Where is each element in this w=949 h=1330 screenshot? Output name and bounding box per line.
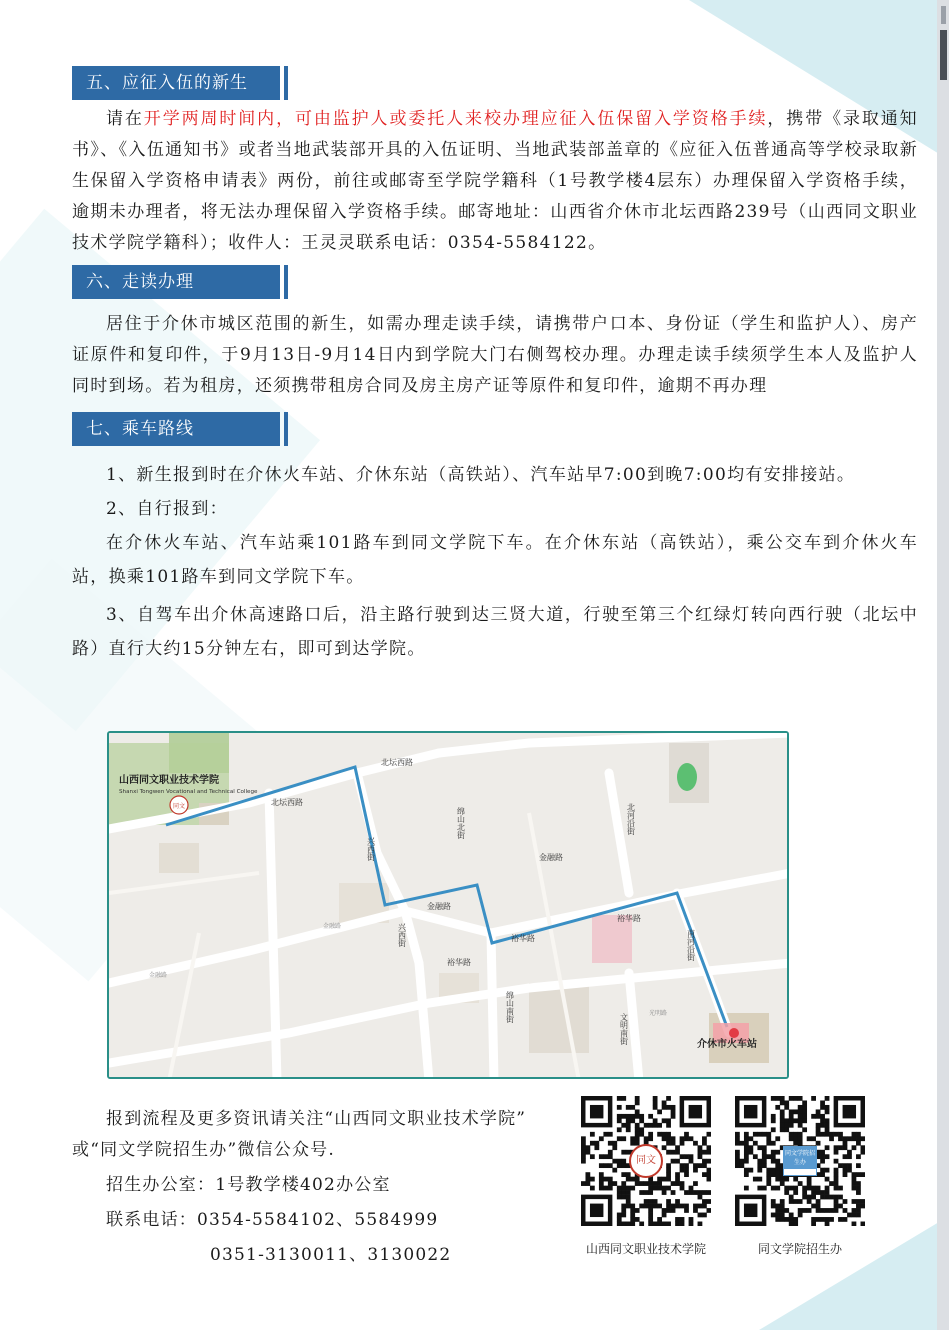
- road-label-mianshan-north: 绵山北街: [456, 807, 466, 839]
- transport-item-2: 2、自行报到：: [106, 499, 228, 519]
- transport-item-3: 3、自驾车出介休高速路口后，沿主路行驶到达三贤大道，行驶至第三个红绿灯转向西行驶（北坛中路）直行大约15分钟左右，即可到达学院。: [72, 605, 918, 659]
- background-shape-bottom-right: [759, 1210, 949, 1330]
- road-label-jinrong-1: 金融路: [539, 853, 563, 862]
- qr-college-logo: 同文: [629, 1144, 663, 1178]
- section-heading-text: 六、走读办理: [86, 272, 194, 292]
- route-map: [107, 731, 789, 1079]
- road-label-yuhua-1: 裕华路: [511, 934, 535, 943]
- road-label-yuhua-2: 裕华路: [617, 914, 641, 923]
- scrollbar[interactable]: [937, 0, 949, 1330]
- contact-phone-1: 联系电话：0354-5584102、5584999: [106, 1210, 439, 1230]
- section-heading-text: 七、乘车路线: [86, 419, 194, 439]
- section-heading-commute: [72, 265, 280, 299]
- section-heading-transport: [72, 412, 280, 446]
- transport-item-2-detail: 在介休火车站、汽车站乘101路车到同文学院下车。在介休东站（高铁站），乘公交车到介休火车站，换乘101路车到同文学院下车。: [72, 533, 918, 587]
- road-label-beitan-west-2: 北坛西路: [271, 798, 303, 807]
- enlistment-text-post: ，携带《录取通知书》、《入伍通知书》或者当地武装部开具的入伍证明、当地武装部盖章的《应征入伍普通高等学校录取新生保留入学资格申请表》两份，前往或邮寄至学院学籍科（1号教学楼4层东）办理保留入学资格手续，逾期未办理者，将无法办理保留入学资格手续。邮寄地址：山西省介休市北坛西路239号（山西同文职业技术学院学籍科）；收件人：王灵灵联系电话：0354-5584122。: [72, 109, 918, 253]
- document-body: [72, 66, 918, 666]
- road-label-guangming: 光明路: [649, 1010, 668, 1017]
- map-college-label-en: Shanxi Tongwen Vocational and Technical College: [119, 789, 258, 795]
- enlistment-text-highlight: 开学两周时间内，可由监护人或委托人来校办理应征入伍保留入学资格手续: [143, 109, 768, 129]
- enlistment-paragraph: [72, 104, 918, 259]
- road-label-beitan-west-1: 北坛西路: [381, 758, 413, 767]
- section-heading-enlistment: [72, 66, 280, 100]
- road-label-jinrong-4: 金融路: [149, 972, 168, 979]
- road-label-jinrong-2: 金融路: [427, 902, 451, 911]
- contact-block: [72, 1104, 592, 1271]
- road-label-xingxi-2: 兴西街: [397, 923, 407, 947]
- heading-accent-bar: [284, 265, 288, 299]
- contact-phone-2: 0351-3130011、3130022: [210, 1245, 452, 1265]
- map-college-label-cn: 山西同文职业技术学院: [119, 775, 219, 786]
- qr-admissions-logo-text: 同文学院招生办: [784, 1147, 816, 1169]
- route-map-svg: [109, 733, 789, 1079]
- contact-follow-line-1: 报到流程及更多资讯请关注“山西同文职业技术学院”: [106, 1109, 527, 1129]
- transport-item-1: 1、新生报到时在介休火车站、介休东站（高铁站）、汽车站早7:00到晚7:00均有安排接站。: [106, 465, 856, 485]
- qr-code-admissions[interactable]: [735, 1096, 865, 1226]
- road-label-beiheyan: 北河沿街: [626, 803, 636, 835]
- qr-admissions-logo: [783, 1146, 817, 1176]
- map-college-seal: 同文: [172, 803, 186, 810]
- section-heading-text: 五、应征入伍的新生: [86, 73, 248, 93]
- qr-admissions-label: 同文学院招生办: [757, 1242, 842, 1256]
- qr-college-label: 山西同文职业技术学院: [585, 1242, 706, 1256]
- heading-accent-bar: [284, 66, 288, 100]
- road-label-jinrong-3: 金融路: [323, 923, 342, 930]
- road-label-yuhua-3: 裕华路: [447, 958, 471, 967]
- road-label-wenming: 文明南街: [619, 1013, 629, 1045]
- road-label-nanheyan: 南河沿街: [686, 929, 696, 961]
- enlistment-text-pre: 请在: [106, 109, 144, 129]
- map-station-label: 介休市火车站: [697, 1039, 757, 1050]
- road-label-mianshan-south: 绵山南街: [505, 991, 515, 1023]
- qr-code-college[interactable]: [581, 1096, 711, 1226]
- commute-paragraph: 居住于介休市城区范围的新生，如需办理走读手续，请携带户口本、身份证（学生和监护人）、房产证原件和复印件，于9月13日-9月14日内到学院大门右侧驾校办理。办理走读手续须学生本人及监护人同时到场。若为租房，还须携带租房合同及房主房产证等原件和复印件，逾期不再办理: [72, 314, 918, 396]
- contact-office: 招生办公室：1号教学楼402办公室: [106, 1175, 391, 1195]
- contact-follow-line-2: 或“同文学院招生办”微信公众号.: [72, 1140, 335, 1160]
- heading-accent-bar: [284, 412, 288, 446]
- road-label-xingxi-1: 兴西街: [366, 837, 376, 861]
